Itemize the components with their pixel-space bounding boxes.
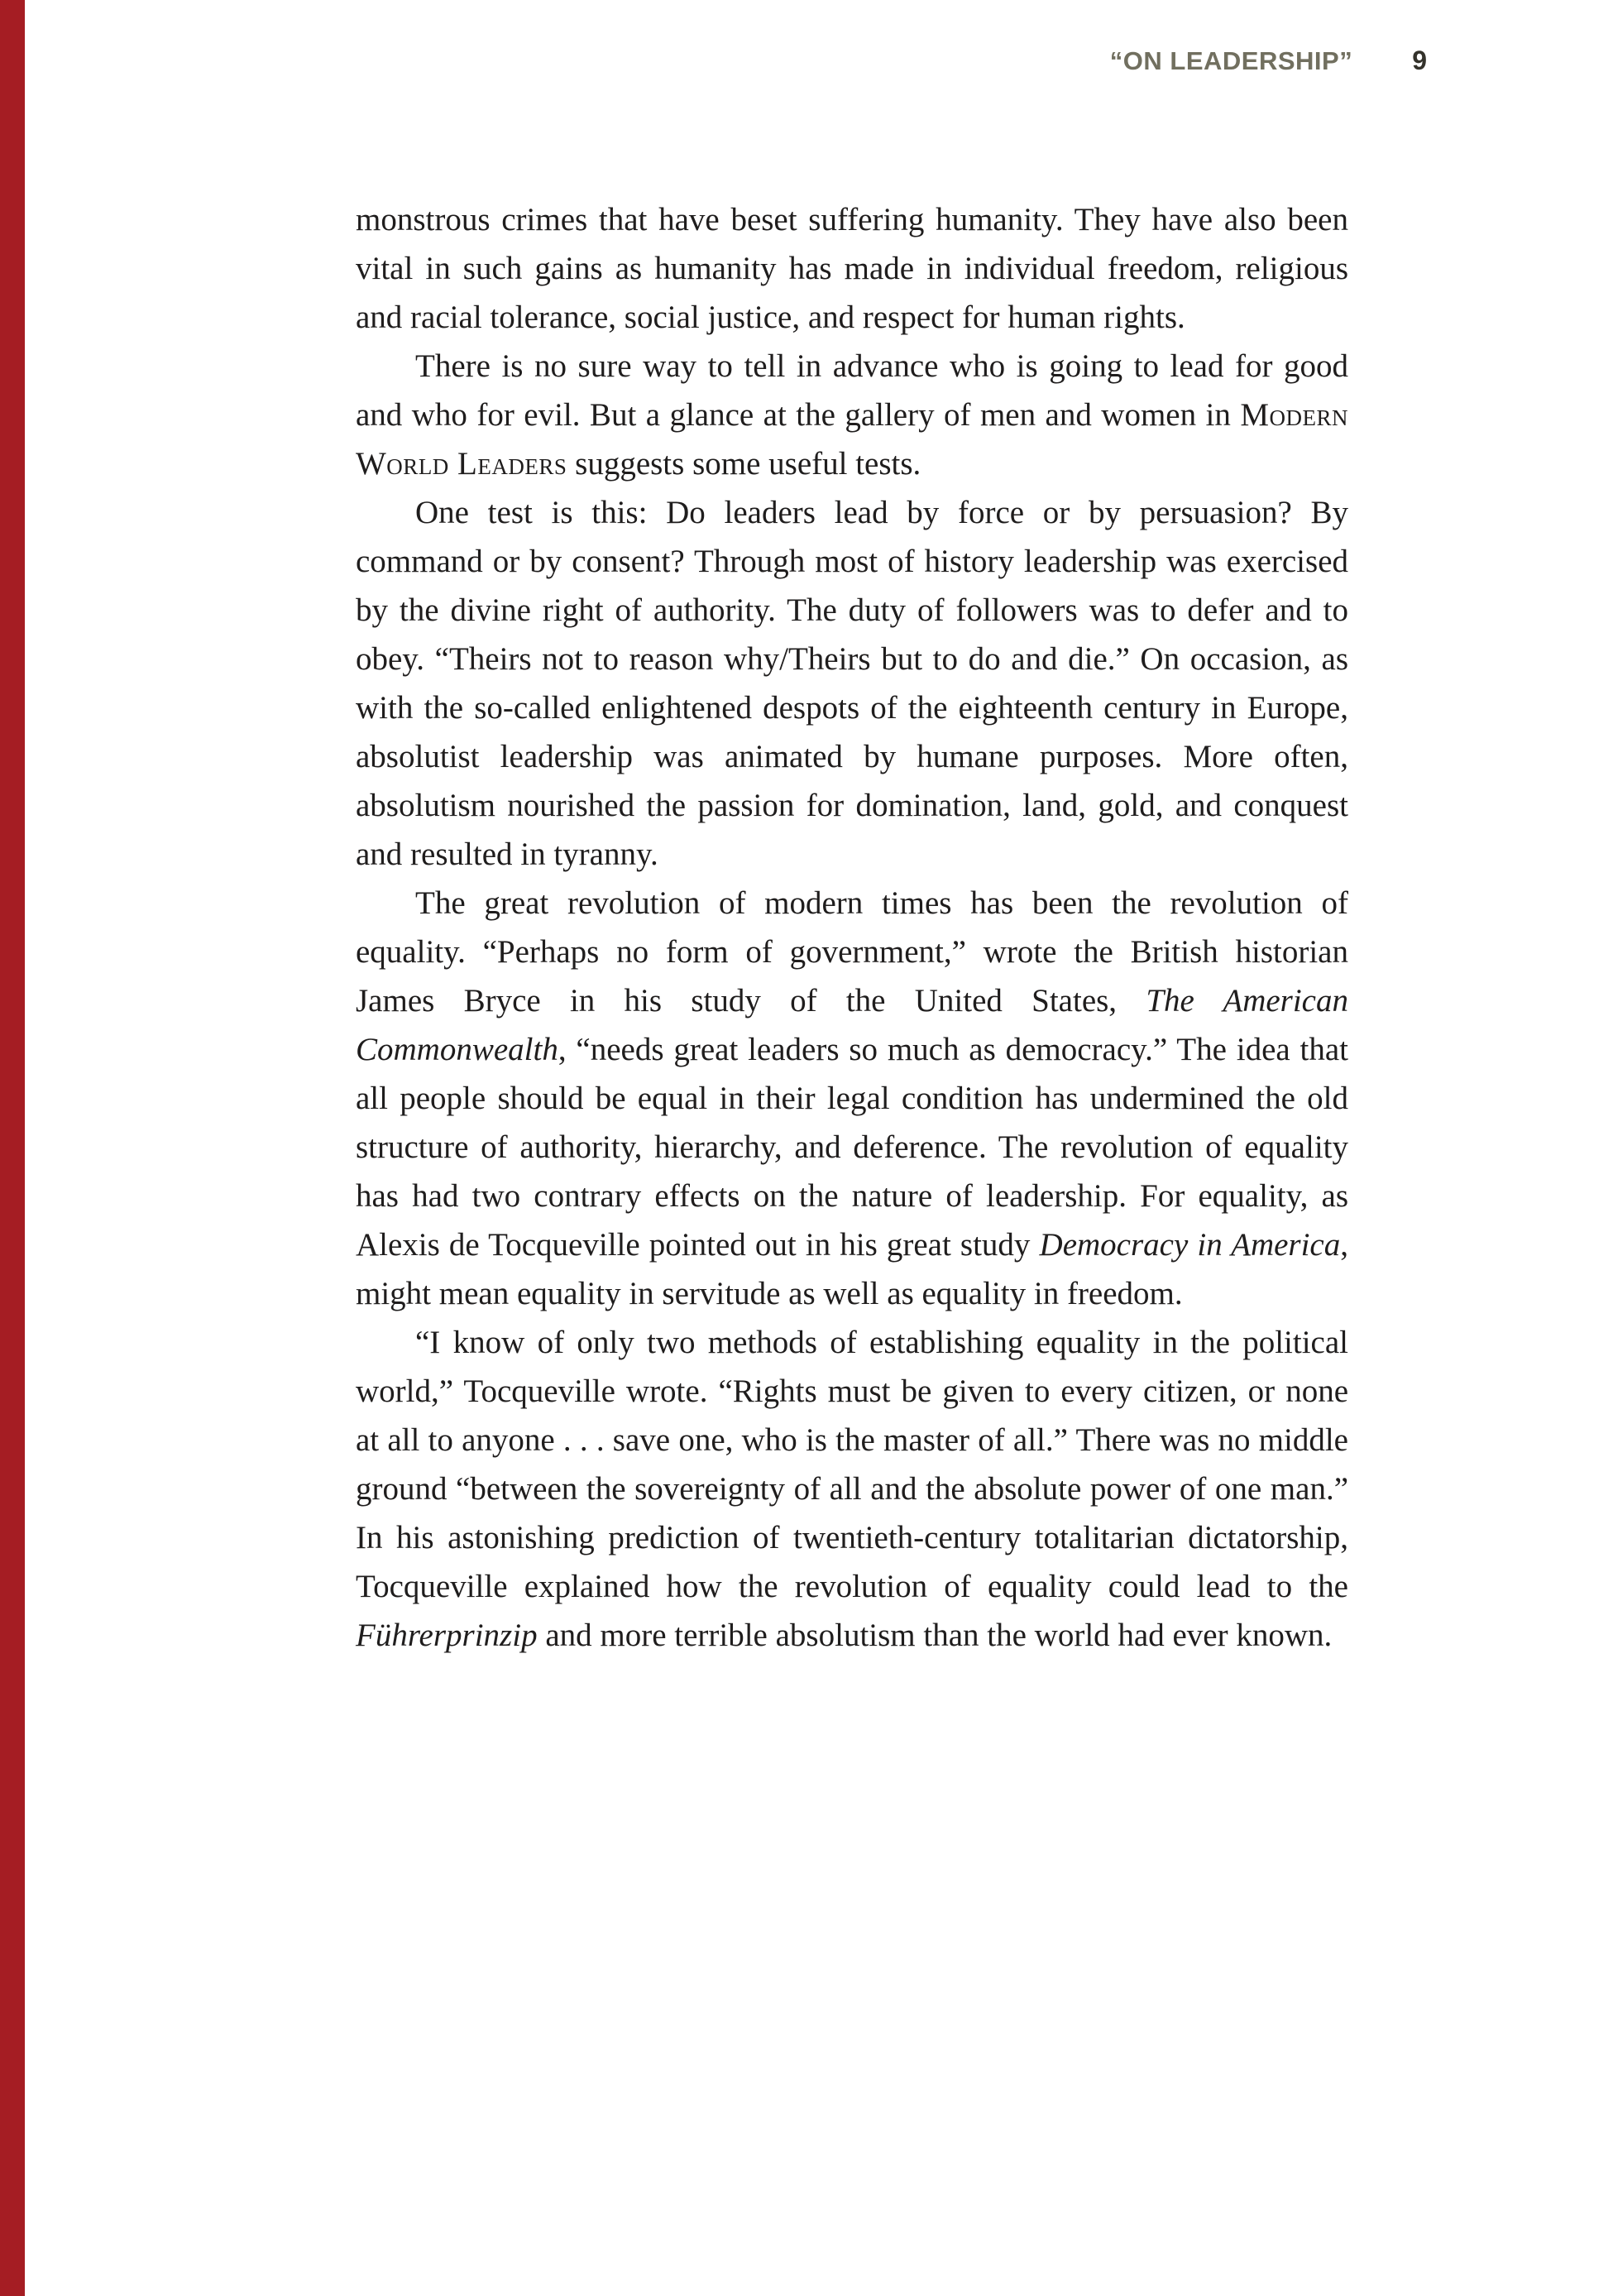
spine-accent-bar (0, 0, 25, 2296)
running-header (356, 46, 1427, 76)
paragraph (356, 195, 1348, 342)
text-run: and more terrible absolutism than the world had ever known. (537, 1618, 1333, 1653)
paragraph (356, 488, 1348, 879)
text-run: The great revolution of modern times has been the revolution of equality. “Perhaps no form of government,” wrote the British historian James Bryce in his study of the United States, (356, 885, 1348, 1019)
running-head-title: “ON LEADERSHIP” (1109, 46, 1353, 75)
smallcaps-series-title: Modern World Leaders (356, 397, 1348, 482)
text-run: One test is this: Do leaders lead by force or by persuasion? By command or by consent? Through most of history leadership was exercised by the divine right of authority. The duty of followers was to defer and to obey. “Theirs not to reason why/Theirs but to do and die.” On occasion, as with the so-called enlightened despots of the eighteenth century in Europe, absolutist leadership was animated by humane purposes. More often, absolutism nourished the passion for domination, land, gold, and conquest and resulted in tyranny. (356, 495, 1348, 872)
paragraph (356, 1318, 1348, 1660)
text-run: , might mean equality in servitude as well as equality in freedom. (356, 1227, 1348, 1311)
text-run: , “needs great leaders so much as democracy.” The idea that all people should be equal in their legal condition has undermined the old structure of authority, hierarchy, and deference. The revolution of equality has had two contrary effects on the nature of leadership. For equality, as Alexis de Tocqueville pointed out in his great study (356, 1032, 1348, 1263)
text-run: monstrous crimes that have beset suffering humanity. They have also been vital in such gains as humanity has made in individual freedom, religious and racial tolerance, social justice, and respect for human rights. (356, 202, 1348, 335)
italic-text: The American Commonwealth (356, 983, 1348, 1067)
text-run: There is no sure way to tell in advance who is going to lead for good and who for evil. But a glance at the gallery of men and women in (356, 348, 1348, 433)
body-text-block (356, 195, 1348, 1660)
text-run: “I know of only two methods of establishing equality in the political world,” Tocqueville wrote. “Rights must be given to every citizen, or none at all to anyone . . . save one, who is the master of all.” There was no middle ground “between the sovereignty of all and the absolute power of one man.” In his astonishing prediction of twentieth-century totalitarian dictatorship, Tocqueville explained how the revolution of equality could lead to the (356, 1325, 1348, 1604)
page-number: 9 (1412, 46, 1427, 75)
italic-text: Democracy in America (1039, 1227, 1341, 1263)
italic-text: Führerprinzip (356, 1618, 538, 1653)
paragraph (356, 879, 1348, 1318)
paragraph (356, 342, 1348, 488)
text-run: suggests some useful tests. (567, 446, 921, 482)
